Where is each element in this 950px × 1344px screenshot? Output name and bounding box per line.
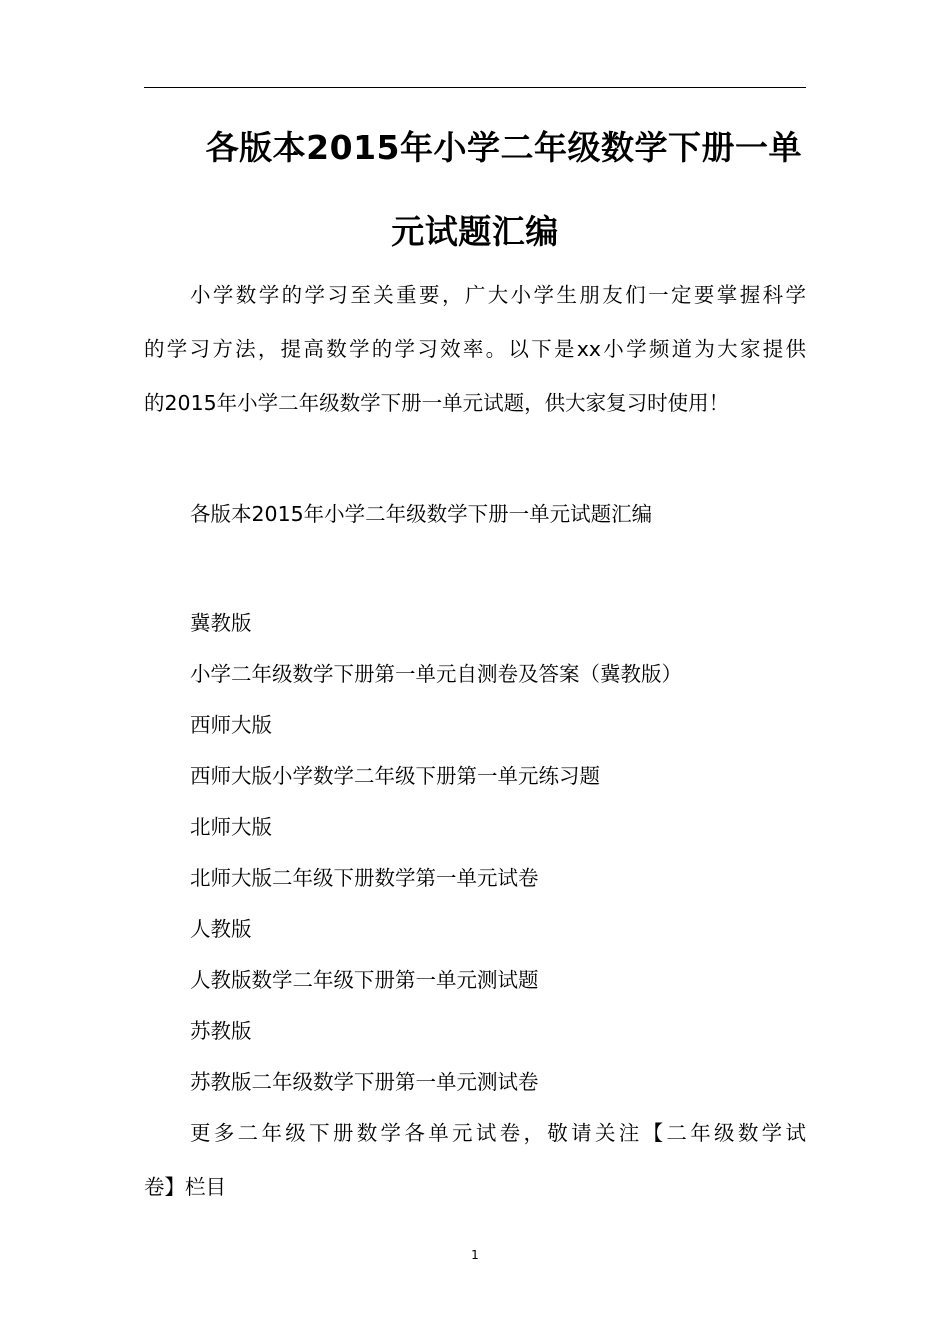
closing-paragraph xyxy=(144,1106,806,1214)
intro-line-3: 的2015年小学二年级数学下册一单元试题，供大家复习时使用！ xyxy=(144,391,730,415)
document-title-line-1: 各版本2015年小学二年级数学下册一单 xyxy=(205,128,802,167)
list-item-edition: 苏教版 xyxy=(190,1019,252,1043)
list-item-link: 苏教版二年级数学下册第一单元测试卷 xyxy=(190,1070,539,1094)
page-number: 1 xyxy=(471,1248,479,1262)
document-title-line-2: 元试题汇编 xyxy=(391,212,559,251)
list-item-edition: 西师大版 xyxy=(190,713,272,737)
list-item-link: 西师大版小学数学二年级下册第一单元练习题 xyxy=(190,764,600,788)
intro-line-2: 的学习方法，提高数学的学习效率。以下是xx小学频道为大家提供 xyxy=(144,337,806,361)
intro-line-1: 小学数学的学习至关重要，广大小学生朋友们一定要掌握科学 xyxy=(190,283,806,307)
list-item-link: 小学二年级数学下册第一单元自测卷及答案（冀教版） xyxy=(190,662,682,686)
list-item-link: 北师大版二年级下册数学第一单元试卷 xyxy=(190,866,539,890)
closing-line-2: 卷】栏目 xyxy=(144,1175,226,1199)
subheading: 各版本2015年小学二年级数学下册一单元试题汇编 xyxy=(190,502,653,526)
list-item-edition: 冀教版 xyxy=(190,611,252,635)
intro-paragraph xyxy=(144,268,806,430)
header-rule xyxy=(144,87,806,88)
list-item-link: 人教版数学二年级下册第一单元测试题 xyxy=(190,968,539,992)
closing-line-1: 更多二年级下册数学各单元试卷，敬请关注【二年级数学试 xyxy=(190,1121,806,1145)
list-item-edition: 北师大版 xyxy=(190,815,272,839)
list-item-edition: 人教版 xyxy=(190,917,252,941)
